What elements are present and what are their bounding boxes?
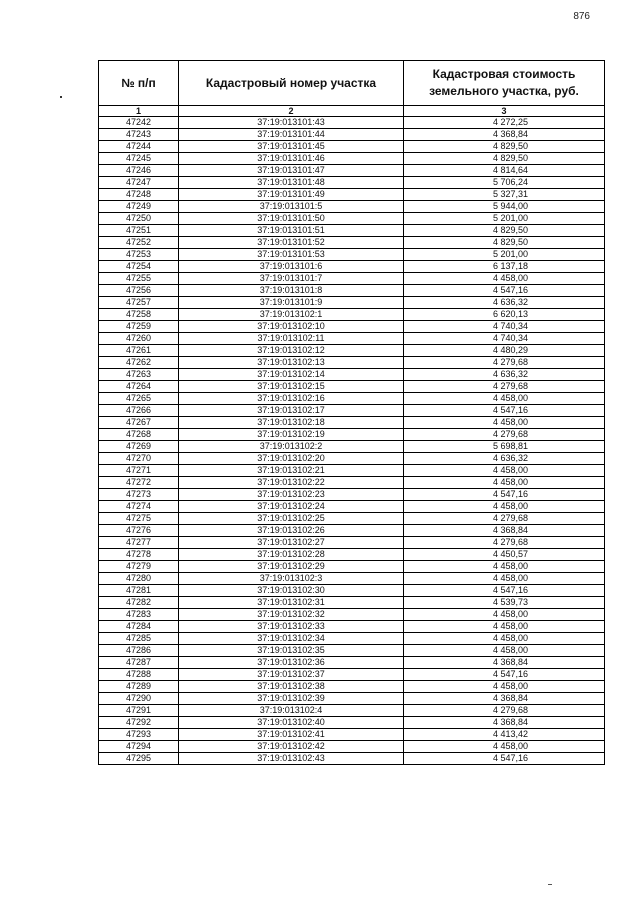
cadastral-number: 37:19:013101:5 [179, 201, 404, 213]
cadastral-value: 6 137,18 [404, 261, 605, 273]
cadastral-value: 5 201,00 [404, 249, 605, 261]
cadastral-number: 37:19:013101:6 [179, 261, 404, 273]
cadastral-number: 37:19:013102:15 [179, 381, 404, 393]
cadastral-value: 5 201,00 [404, 213, 605, 225]
table-row [99, 345, 605, 357]
cadastral-value: 4 458,00 [404, 633, 605, 645]
cadastral-number: 37:19:013102:4 [179, 705, 404, 717]
table-row [99, 609, 605, 621]
cadastral-number: 37:19:013102:21 [179, 465, 404, 477]
cadastral-value: 4 458,00 [404, 273, 605, 285]
row-number: 47279 [99, 561, 179, 573]
table-row [99, 189, 605, 201]
table-row [99, 117, 605, 129]
row-number: 47289 [99, 681, 179, 693]
cadastral-number: 37:19:013102:34 [179, 633, 404, 645]
cadastral-value: 4 547,16 [404, 585, 605, 597]
table-row [99, 717, 605, 729]
cadastral-number: 37:19:013101:43 [179, 117, 404, 129]
cadastral-number: 37:19:013102:24 [179, 501, 404, 513]
cadastral-number: 37:19:013102:23 [179, 489, 404, 501]
cadastral-value: 4 368,84 [404, 525, 605, 537]
cadastral-number: 37:19:013102:20 [179, 453, 404, 465]
cadastral-number: 37:19:013102:39 [179, 693, 404, 705]
cadastral-value: 4 740,34 [404, 333, 605, 345]
table-row [99, 669, 605, 681]
cadastral-number: 37:19:013101:8 [179, 285, 404, 297]
cadastral-number: 37:19:013101:53 [179, 249, 404, 261]
row-number: 47274 [99, 501, 179, 513]
cadastral-number: 37:19:013101:50 [179, 213, 404, 225]
row-number: 47253 [99, 249, 179, 261]
row-number: 47243 [99, 129, 179, 141]
row-number: 47261 [99, 345, 179, 357]
column-number-2: 2 [179, 106, 404, 117]
cadastral-value: 4 368,84 [404, 717, 605, 729]
cadastral-value: 4 458,00 [404, 561, 605, 573]
table-row [99, 537, 605, 549]
table-row [99, 417, 605, 429]
cadastral-value: 4 636,32 [404, 369, 605, 381]
cadastral-value: 4 413,42 [404, 729, 605, 741]
cadastral-value: 4 279,68 [404, 357, 605, 369]
cadastral-number: 37:19:013101:44 [179, 129, 404, 141]
table-row [99, 501, 605, 513]
header-cadastral-value: Кадастровая стоимость земельного участка, руб. [404, 61, 605, 106]
cadastral-value: 4 829,50 [404, 237, 605, 249]
table-row [99, 753, 605, 765]
cadastral-value: 4 829,50 [404, 225, 605, 237]
row-number: 47268 [99, 429, 179, 441]
table-row [99, 165, 605, 177]
cadastral-value: 4 547,16 [404, 753, 605, 765]
table-row [99, 129, 605, 141]
cadastral-number: 37:19:013102:31 [179, 597, 404, 609]
cadastral-number: 37:19:013102:10 [179, 321, 404, 333]
header-cadastral-number: Кадастровый номер участка [179, 61, 404, 106]
row-number: 47263 [99, 369, 179, 381]
cadastral-number: 37:19:013102:12 [179, 345, 404, 357]
footer-mark [548, 884, 552, 885]
cadastral-number: 37:19:013101:51 [179, 225, 404, 237]
table-row [99, 177, 605, 189]
row-number: 47276 [99, 525, 179, 537]
row-number: 47280 [99, 573, 179, 585]
cadastral-table [98, 60, 605, 765]
row-number: 47247 [99, 177, 179, 189]
row-number: 47265 [99, 393, 179, 405]
cadastral-number: 37:19:013102:43 [179, 753, 404, 765]
row-number: 47294 [99, 741, 179, 753]
cadastral-number: 37:19:013102:2 [179, 441, 404, 453]
margin-dot [60, 96, 62, 98]
column-number-1: 1 [99, 106, 179, 117]
table-row [99, 309, 605, 321]
cadastral-number: 37:19:013102:36 [179, 657, 404, 669]
row-number: 47259 [99, 321, 179, 333]
row-number: 47266 [99, 405, 179, 417]
row-number: 47288 [99, 669, 179, 681]
row-number: 47244 [99, 141, 179, 153]
row-number: 47264 [99, 381, 179, 393]
cadastral-number: 37:19:013101:52 [179, 237, 404, 249]
row-number: 47269 [99, 441, 179, 453]
row-number: 47292 [99, 717, 179, 729]
table-row [99, 141, 605, 153]
column-number-3: 3 [404, 106, 605, 117]
row-number: 47254 [99, 261, 179, 273]
table-row [99, 465, 605, 477]
cadastral-number: 37:19:013102:1 [179, 309, 404, 321]
row-number: 47246 [99, 165, 179, 177]
row-number: 47293 [99, 729, 179, 741]
cadastral-value: 4 458,00 [404, 681, 605, 693]
table-row [99, 705, 605, 717]
cadastral-number: 37:19:013102:30 [179, 585, 404, 597]
row-number: 47291 [99, 705, 179, 717]
table-row [99, 261, 605, 273]
cadastral-number: 37:19:013102:13 [179, 357, 404, 369]
table-row [99, 405, 605, 417]
cadastral-value: 4 279,68 [404, 513, 605, 525]
cadastral-number: 37:19:013102:17 [179, 405, 404, 417]
table-row [99, 573, 605, 585]
cadastral-value: 4 279,68 [404, 537, 605, 549]
table-row [99, 297, 605, 309]
cadastral-value: 4 458,00 [404, 573, 605, 585]
header-number: № п/п [99, 61, 179, 106]
row-number: 47251 [99, 225, 179, 237]
cadastral-value: 4 458,00 [404, 741, 605, 753]
cadastral-value: 6 620,13 [404, 309, 605, 321]
cadastral-number: 37:19:013101:45 [179, 141, 404, 153]
table-row [99, 741, 605, 753]
cadastral-value: 4 279,68 [404, 381, 605, 393]
cadastral-value: 5 944,00 [404, 201, 605, 213]
row-number: 47286 [99, 645, 179, 657]
table-row [99, 225, 605, 237]
row-number: 47275 [99, 513, 179, 525]
cadastral-number: 37:19:013102:38 [179, 681, 404, 693]
cadastral-number: 37:19:013102:41 [179, 729, 404, 741]
cadastral-number: 37:19:013102:29 [179, 561, 404, 573]
cadastral-number: 37:19:013101:7 [179, 273, 404, 285]
table-row [99, 369, 605, 381]
cadastral-value: 4 458,00 [404, 609, 605, 621]
cadastral-value: 4 539,73 [404, 597, 605, 609]
row-number: 47258 [99, 309, 179, 321]
row-number: 47255 [99, 273, 179, 285]
cadastral-number: 37:19:013102:14 [179, 369, 404, 381]
header-numbers-row [99, 106, 605, 117]
row-number: 47290 [99, 693, 179, 705]
row-number: 47295 [99, 753, 179, 765]
cadastral-value: 4 636,32 [404, 453, 605, 465]
cadastral-value: 4 829,50 [404, 141, 605, 153]
cadastral-value: 4 480,29 [404, 345, 605, 357]
cadastral-value: 4 279,68 [404, 429, 605, 441]
cadastral-number: 37:19:013102:22 [179, 477, 404, 489]
row-number: 47257 [99, 297, 179, 309]
row-number: 47242 [99, 117, 179, 129]
table-row [99, 513, 605, 525]
cadastral-value: 4 547,16 [404, 489, 605, 501]
cadastral-number: 37:19:013102:35 [179, 645, 404, 657]
table-row [99, 657, 605, 669]
row-number: 47248 [99, 189, 179, 201]
row-number: 47272 [99, 477, 179, 489]
cadastral-number: 37:19:013102:40 [179, 717, 404, 729]
cadastral-value: 4 547,16 [404, 669, 605, 681]
cadastral-number: 37:19:013102:3 [179, 573, 404, 585]
cadastral-value: 4 829,50 [404, 153, 605, 165]
cadastral-number: 37:19:013102:28 [179, 549, 404, 561]
table-row [99, 357, 605, 369]
cadastral-number: 37:19:013102:25 [179, 513, 404, 525]
row-number: 47267 [99, 417, 179, 429]
table-row [99, 621, 605, 633]
row-number: 47284 [99, 621, 179, 633]
table-row [99, 201, 605, 213]
cadastral-number: 37:19:013102:42 [179, 741, 404, 753]
cadastral-value: 4 458,00 [404, 393, 605, 405]
cadastral-number: 37:19:013101:47 [179, 165, 404, 177]
cadastral-number: 37:19:013102:16 [179, 393, 404, 405]
cadastral-value: 4 458,00 [404, 501, 605, 513]
table-row [99, 273, 605, 285]
cadastral-number: 37:19:013101:46 [179, 153, 404, 165]
row-number: 47256 [99, 285, 179, 297]
table-row [99, 333, 605, 345]
cadastral-value: 5 698,81 [404, 441, 605, 453]
cadastral-number: 37:19:013102:37 [179, 669, 404, 681]
cadastral-value: 4 368,84 [404, 129, 605, 141]
table-row [99, 429, 605, 441]
table-row [99, 693, 605, 705]
cadastral-number: 37:19:013102:27 [179, 537, 404, 549]
cadastral-value: 4 547,16 [404, 405, 605, 417]
cadastral-value: 4 458,00 [404, 621, 605, 633]
cadastral-value: 5 327,31 [404, 189, 605, 201]
table-row [99, 237, 605, 249]
cadastral-value: 4 547,16 [404, 285, 605, 297]
table-row [99, 489, 605, 501]
row-number: 47278 [99, 549, 179, 561]
cadastral-value: 4 636,32 [404, 297, 605, 309]
cadastral-number: 37:19:013101:48 [179, 177, 404, 189]
cadastral-value: 5 706,24 [404, 177, 605, 189]
cadastral-value: 4 272,25 [404, 117, 605, 129]
cadastral-value: 4 368,84 [404, 657, 605, 669]
table-row [99, 633, 605, 645]
table-row [99, 585, 605, 597]
row-number: 47245 [99, 153, 179, 165]
cadastral-number: 37:19:013102:11 [179, 333, 404, 345]
cadastral-number: 37:19:013102:26 [179, 525, 404, 537]
cadastral-value: 4 279,68 [404, 705, 605, 717]
row-number: 47252 [99, 237, 179, 249]
cadastral-number: 37:19:013102:32 [179, 609, 404, 621]
row-number: 47285 [99, 633, 179, 645]
table-row [99, 213, 605, 225]
cadastral-value: 4 458,00 [404, 477, 605, 489]
cadastral-value: 4 368,84 [404, 693, 605, 705]
table-row [99, 453, 605, 465]
row-number: 47271 [99, 465, 179, 477]
page-number: 876 [573, 11, 590, 22]
cadastral-value: 4 814,64 [404, 165, 605, 177]
row-number: 47277 [99, 537, 179, 549]
row-number: 47262 [99, 357, 179, 369]
table-row [99, 729, 605, 741]
row-number: 47282 [99, 597, 179, 609]
table-row [99, 381, 605, 393]
cadastral-number: 37:19:013102:18 [179, 417, 404, 429]
row-number: 47249 [99, 201, 179, 213]
table-row [99, 525, 605, 537]
table-row [99, 153, 605, 165]
row-number: 47273 [99, 489, 179, 501]
row-number: 47283 [99, 609, 179, 621]
table-row [99, 321, 605, 333]
cadastral-number: 37:19:013101:9 [179, 297, 404, 309]
table-row [99, 597, 605, 609]
cadastral-value: 4 458,00 [404, 417, 605, 429]
row-number: 47270 [99, 453, 179, 465]
cadastral-value: 4 458,00 [404, 645, 605, 657]
row-number: 47250 [99, 213, 179, 225]
header-row [99, 61, 605, 106]
table-row [99, 681, 605, 693]
table-row [99, 441, 605, 453]
table-row [99, 285, 605, 297]
cadastral-number: 37:19:013102:33 [179, 621, 404, 633]
row-number: 47260 [99, 333, 179, 345]
cadastral-value: 4 458,00 [404, 465, 605, 477]
table-row [99, 561, 605, 573]
cadastral-value: 4 450,57 [404, 549, 605, 561]
cadastral-number: 37:19:013102:19 [179, 429, 404, 441]
cadastral-value: 4 740,34 [404, 321, 605, 333]
table-row [99, 393, 605, 405]
cadastral-number: 37:19:013101:49 [179, 189, 404, 201]
table-row [99, 477, 605, 489]
table-row [99, 249, 605, 261]
row-number: 47287 [99, 657, 179, 669]
table-row [99, 549, 605, 561]
table-row [99, 645, 605, 657]
row-number: 47281 [99, 585, 179, 597]
